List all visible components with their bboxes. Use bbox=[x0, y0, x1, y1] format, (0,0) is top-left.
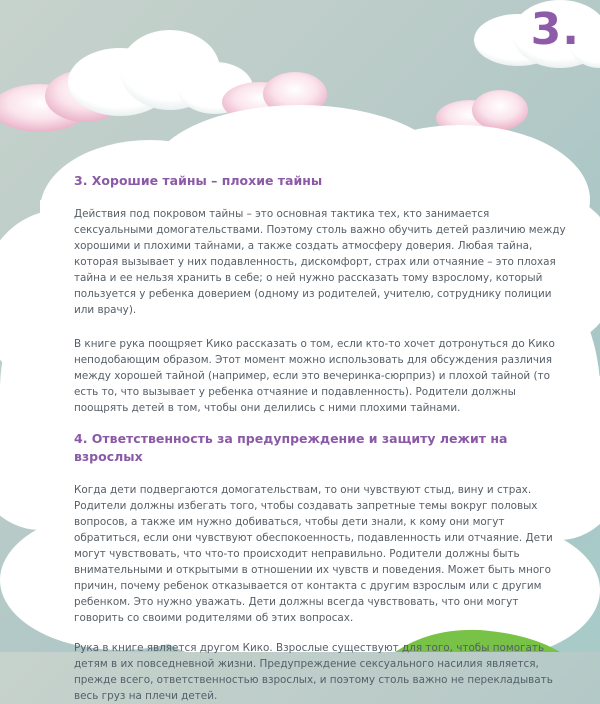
paragraph-responsibility-2: Рука в книге является другом Кико. Взрослые существуют для того, чтобы помогать детям в их повседневной жизни. Предупреждение сексуального насилия является, прежде всего, ответственностью взрослых, и поэтому столь важно не перекладывать весь груз на плечи детей. bbox=[74, 642, 553, 702]
content-body bbox=[74, 172, 569, 704]
paragraph-secrets-2: В книге рука поощряет Кико рассказать о том, если кто-то хочет дотронуться до Кико неподобающим образом. Этот момент можно использовать для обсуждения различия между хорошей тайной (например, если это вечеринка-сюрприз) и плохой тайной (то есть то, что вызывает у ребенка отчаяние и подавленность). Родители должны поощрять детей в том, чтобы они делились с ними плохими тайнами. bbox=[74, 338, 555, 414]
page-number: 3. bbox=[530, 4, 580, 55]
section-heading-responsibility: 4. Ответственность за предупреждение и защиту лежит на взрослых bbox=[74, 431, 508, 464]
paragraph-responsibility-1: Когда дети подвергаются домогательствам, то они чувствуют стыд, вину и страх. Родители должны избегать того, чтобы создавать запретные темы вокруг половых вопросов, а также им нужно добиваться, чтобы дети знали, к кому они могут обратиться, если они чувствуют обеспокоенность, подавленность или отчаяние. Дети могут чувствовать, что что-то происходит неправильно. Родители должны быть внимательными и открытыми в отношении их чувств и поведения. Может быть много причин, почему ребенок отказывается от контакта с другим взрослым или с другим ребенком. Это нужно уважать. Дети должны всегда чувствовать, что они могут говорить со своими родителями об этих вопросах. bbox=[74, 484, 553, 624]
section-heading-secrets: 3. Хорошие тайны – плохие тайны bbox=[74, 173, 323, 188]
paragraph-secrets-1: Действия под покровом тайны – это основная тактика тех, кто занимается сексуальными домогательствами. Поэтому столь важно обучить детей различию между хорошими и плохими тайнами, а также создать атмосферу доверия. Любая тайна, которая вызывает у них подавленность, дискомфорт, страх или отчаяние – это плохая тайна и ее нельзя хранить в себе; о ней нужно рассказать тому взрослому, который пользуется у ребенка доверием (одному из родителей, учителю, сотруднику полиции или врачу). bbox=[74, 208, 566, 316]
